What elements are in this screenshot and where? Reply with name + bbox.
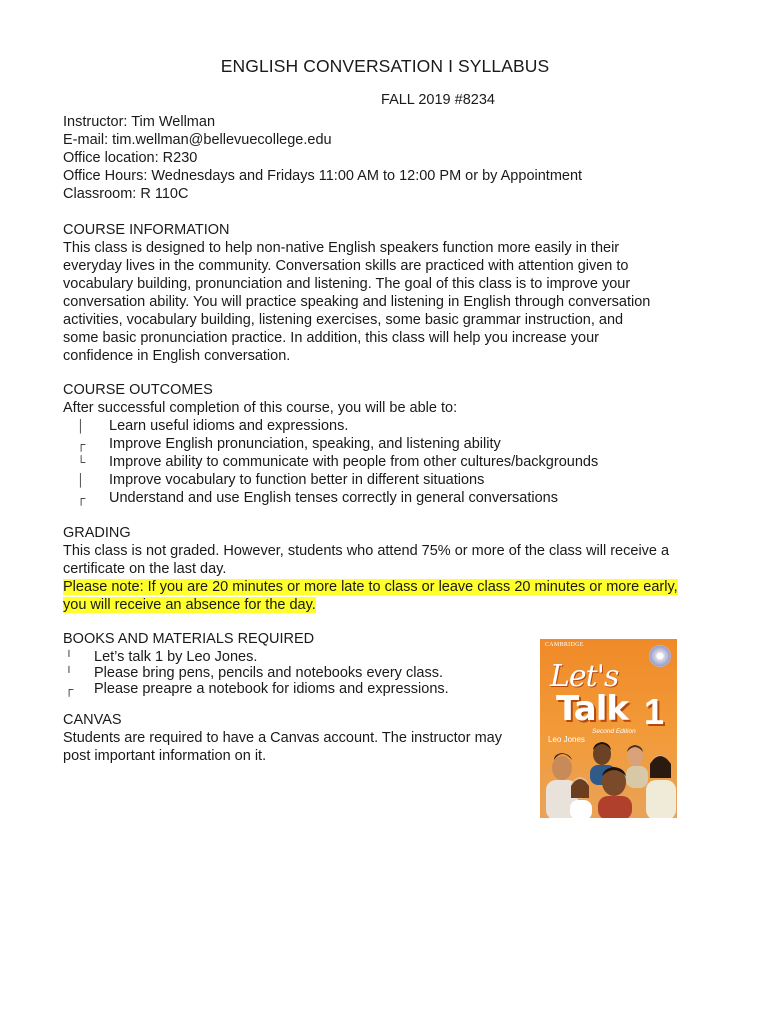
- term-label: FALL 2019 #8234: [381, 92, 495, 108]
- document-title: ENGLISH CONVERSATION I SYLLABUS: [220, 56, 550, 76]
- course-information-line: activities, vocabulary building, listening exercises, some basic grammar instruction, and: [63, 312, 624, 328]
- instructor-info: [63, 113, 582, 203]
- canvas-line: post important information on it.: [63, 748, 267, 764]
- bullet-icon: ┌: [64, 682, 74, 696]
- list-item-text: Improve ability to communicate with people from other cultures/backgrounds: [109, 454, 599, 470]
- highlighted-text: you will receive an absence for the day.: [63, 597, 316, 613]
- outcomes-list: [63, 417, 598, 507]
- cover-author: Leo Jones: [548, 735, 585, 744]
- bullet-icon: ╵: [65, 666, 73, 680]
- canvas-section: [63, 711, 502, 765]
- list-item: [63, 489, 598, 507]
- bullet-icon: ┌: [76, 491, 86, 505]
- cover-edition: Second Edition: [592, 728, 636, 735]
- list-item: [63, 680, 449, 696]
- classroom: Classroom: R 110C: [63, 186, 189, 202]
- course-information-section: [63, 221, 650, 365]
- course-information-line: some basic pronunciation practice. In addition, this class will help you increase your: [63, 330, 599, 346]
- cover-title-talk: Talk: [556, 689, 629, 729]
- grading-section: [63, 524, 678, 614]
- list-item-text: Please bring pens, pencils and notebooks every class.: [94, 665, 444, 681]
- course-information-line: vocabulary building, pronunciation and listening. The goal of this class is to improve your: [63, 276, 631, 292]
- bullet-icon: │: [77, 473, 85, 487]
- students-photo: [540, 738, 677, 818]
- books-section: [63, 630, 449, 696]
- course-outcomes-heading: COURSE OUTCOMES: [63, 382, 213, 398]
- list-item-text: Improve vocabulary to function better in different situations: [109, 472, 485, 488]
- list-item: [63, 417, 598, 435]
- highlighted-text: Please note: If you are 20 minutes or more late to class or leave class 20 minutes or more early,: [63, 579, 678, 595]
- instructor-name: Instructor: Tim Wellman: [63, 114, 216, 130]
- grading-line: This class is not graded. However, students who attend 75% or more of the class will receive a: [63, 543, 670, 559]
- canvas-heading: CANVAS: [63, 712, 122, 728]
- list-item: [63, 435, 598, 453]
- list-item: [63, 453, 598, 471]
- canvas-line: Students are required to have a Canvas account. The instructor may: [63, 730, 503, 746]
- list-item: [63, 648, 449, 664]
- list-item-text: Let’s talk 1 by Leo Jones.: [94, 649, 258, 665]
- course-information-line: everyday lives in the community. Conversation skills are practiced with attention given to: [63, 258, 629, 274]
- list-item: [63, 471, 598, 489]
- course-information-line: confidence in English conversation.: [63, 348, 291, 364]
- course-information-line: conversation ability. You will practice speaking and listening in English through conversation: [63, 294, 651, 310]
- attendance-note: [63, 578, 678, 596]
- course-information-heading: COURSE INFORMATION: [63, 222, 230, 238]
- list-item-text: Understand and use English tenses correctly in general conversations: [109, 490, 558, 506]
- bullet-icon: ╵: [65, 650, 73, 664]
- list-item-text: Please preapre a notebook for idioms and expressions.: [94, 681, 449, 697]
- course-outcomes-section: [63, 381, 598, 507]
- course-outcomes-intro: After successful completion of this course, you will be able to:: [63, 400, 458, 416]
- bullet-icon: ┌: [76, 437, 86, 451]
- publisher-logo: CAMBRIDGE: [545, 642, 584, 648]
- course-information-line: This class is designed to help non-native English speakers function more easily in their: [63, 240, 620, 256]
- office-location: Office location: R230: [63, 150, 198, 166]
- instructor-email: E-mail: tim.wellman@bellevuecollege.edu: [63, 132, 332, 148]
- books-list: [63, 648, 449, 696]
- grading-heading: GRADING: [63, 525, 131, 541]
- book-cover-image: [540, 639, 677, 818]
- grading-line: certificate on the last day.: [63, 561, 227, 577]
- cover-title-lets: Let's: [550, 659, 619, 694]
- cd-icon: [649, 645, 671, 667]
- list-item-text: Learn useful idioms and expressions.: [109, 418, 349, 434]
- books-heading: BOOKS AND MATERIALS REQUIRED: [63, 631, 315, 647]
- list-item-text: Improve English pronunciation, speaking, and listening ability: [109, 436, 501, 452]
- office-hours: Office Hours: Wednesdays and Fridays 11:00 AM to 12:00 PM or by Appointment: [63, 168, 583, 184]
- cover-level-number: 1: [644, 691, 665, 732]
- list-item: [63, 664, 449, 680]
- bullet-icon: │: [77, 419, 85, 433]
- bullet-icon: └: [76, 455, 86, 469]
- attendance-note: [63, 596, 678, 614]
